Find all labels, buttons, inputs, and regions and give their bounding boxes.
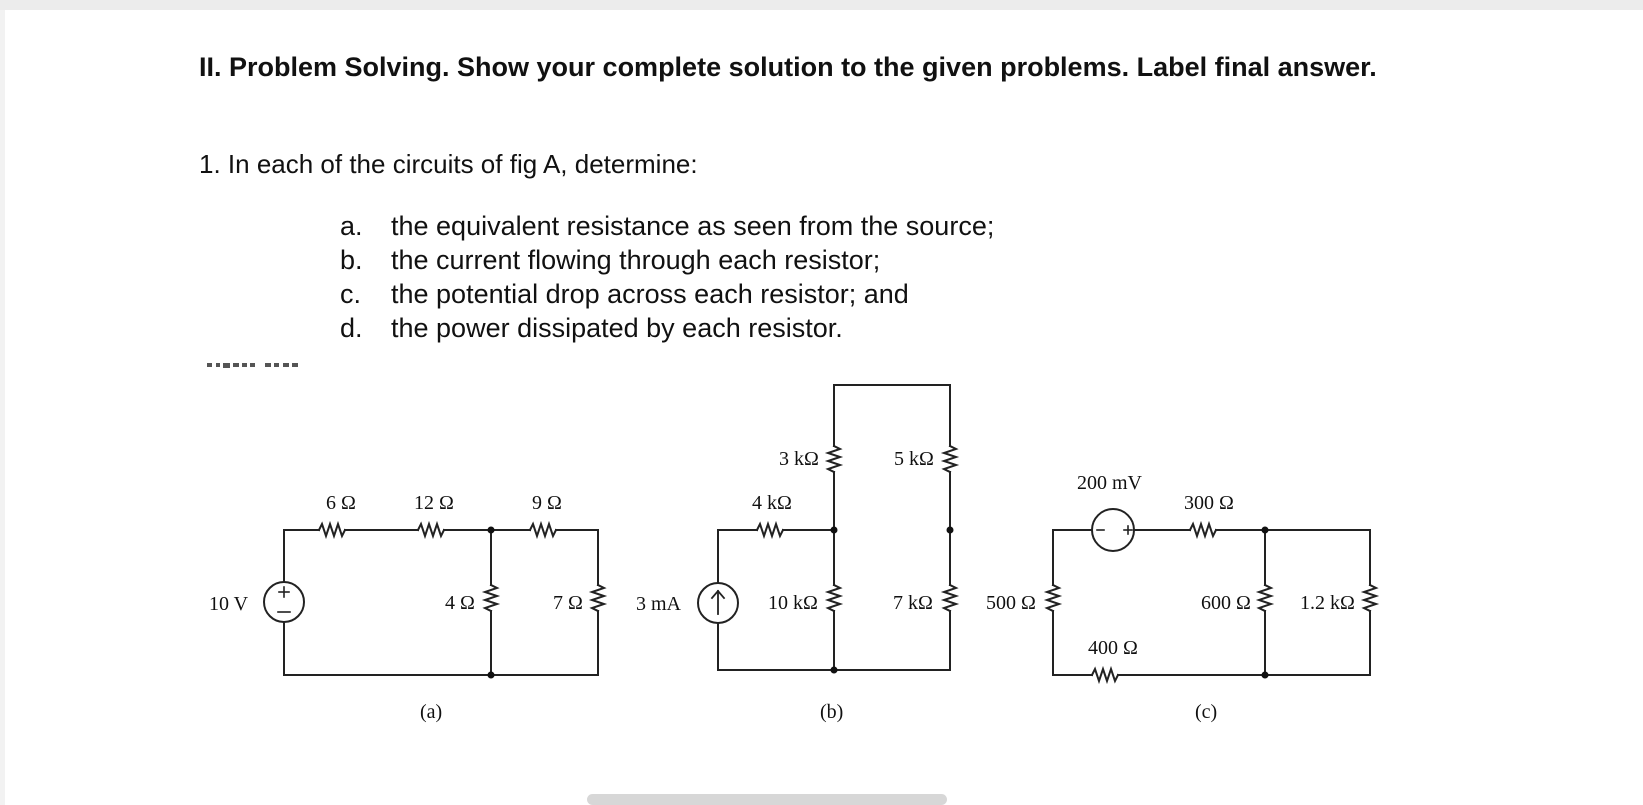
circuit-b xyxy=(698,385,956,670)
source-label: 10 V xyxy=(209,593,249,615)
resistor-label: 300 Ω xyxy=(1184,492,1234,514)
resistor-label: 4 Ω xyxy=(445,592,475,614)
circuit-label: (a) xyxy=(420,701,443,723)
resistor-label: 9 Ω xyxy=(532,492,562,514)
item-text: the power dissipated by each resistor. xyxy=(391,313,843,343)
question-text: 1. In each of the circuits of fig A, determine: xyxy=(199,149,698,179)
resistor-label: 4 kΩ xyxy=(752,492,792,514)
source-label: 3 mA xyxy=(636,593,681,615)
circuit-label: (c) xyxy=(1195,701,1218,723)
item-letter: a. xyxy=(340,211,363,241)
resistor-label: 5 kΩ xyxy=(894,448,934,470)
item-text: the current flowing through each resistor; xyxy=(391,245,881,275)
resistor-label: 7 kΩ xyxy=(893,592,933,614)
horizontal-scrollbar[interactable] xyxy=(587,794,947,805)
resistor-label: 12 Ω xyxy=(414,492,454,514)
source-label: 200 mV xyxy=(1077,472,1142,494)
resistor-label: 400 Ω xyxy=(1088,637,1138,659)
item-letter: d. xyxy=(340,313,363,343)
resistor-label: 600 Ω xyxy=(1201,592,1251,614)
resistor-label: 7 Ω xyxy=(553,592,583,614)
resistor-label: 1.2 kΩ xyxy=(1300,592,1355,614)
resistor-label: 3 kΩ xyxy=(779,448,819,470)
junction-dots xyxy=(488,527,1269,679)
circuit-label: (b) xyxy=(820,701,844,723)
item-letter: b. xyxy=(340,245,363,275)
resistor-label: 6 Ω xyxy=(326,492,356,514)
section-heading: II. Problem Solving. Show your complete solution to the given problems. Label final answer. xyxy=(199,52,1377,82)
item-letter: c. xyxy=(340,279,362,309)
resistor-label: 500 Ω xyxy=(986,592,1036,614)
item-text: the equivalent resistance as seen from the source; xyxy=(391,211,995,241)
resistor-label: 10 kΩ xyxy=(768,592,818,614)
item-text: the potential drop across each resistor; and xyxy=(391,279,909,309)
